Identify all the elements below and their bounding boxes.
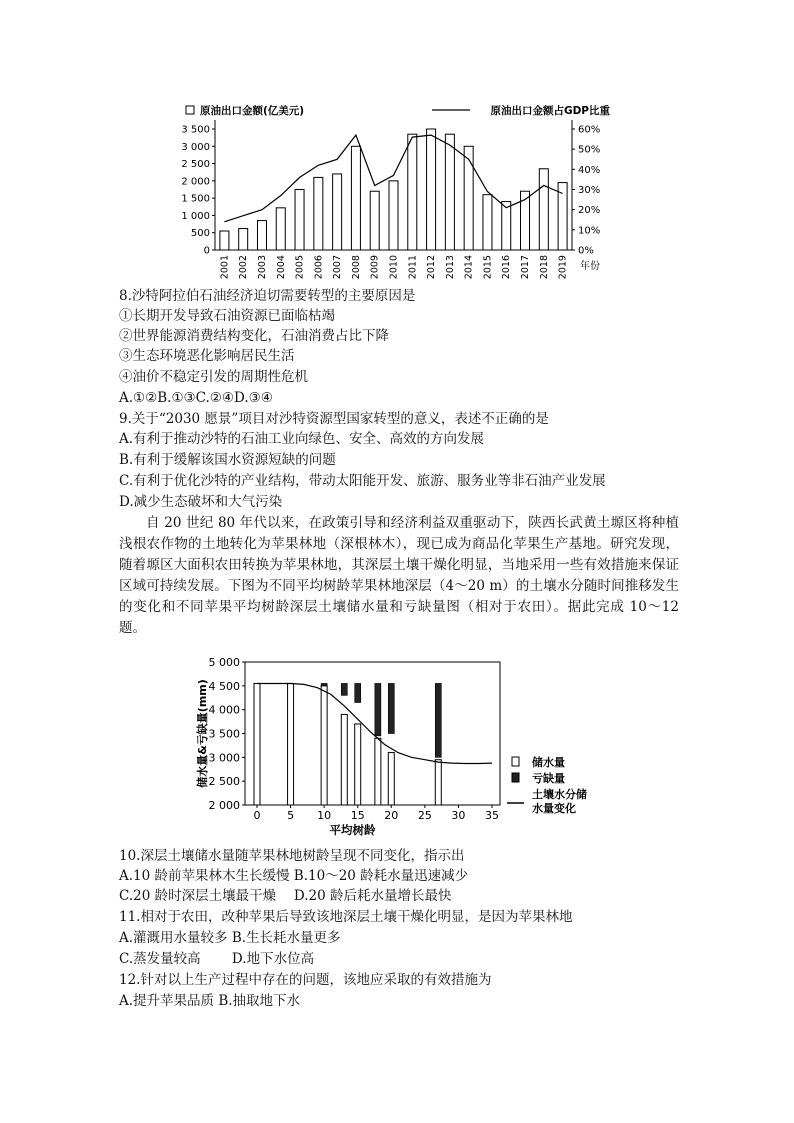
q9-option-c: C.有利于优化沙特的产业结构，带动太阳能开发、旅游、服务业等非石油产业发展 — [119, 473, 606, 489]
q10-stem: 10.深层土壤储水量随苹果林地树龄呈现不同变化，指示出 — [119, 848, 465, 864]
bar — [464, 146, 473, 250]
bar — [445, 134, 454, 250]
x-tick-label: 2007 — [332, 255, 344, 280]
storage-bar — [288, 683, 294, 805]
x-tick-label: 0 — [253, 809, 261, 822]
x-tick-label: 2018 — [538, 255, 550, 280]
deficit-bar — [375, 683, 381, 735]
right-tick-label: 20% — [578, 205, 601, 217]
q11-options-cd: C.蒸发量较高 D.地下水位高 — [119, 951, 315, 967]
q9-option-d: D.减少生态破坏和大气污染 — [119, 494, 283, 510]
legend-storage-label: 储水量 — [532, 756, 565, 769]
x-tick-label: 35 — [485, 809, 499, 822]
x-tick-label: 2005 — [294, 255, 306, 280]
left-tick-label: 1 500 — [181, 193, 210, 205]
x-tick-label: 2017 — [520, 255, 532, 280]
storage-bar — [355, 724, 361, 805]
y-tick-label: 2 000 — [208, 799, 240, 812]
x-tick-label: 2010 — [388, 255, 400, 280]
q11-stem: 11.相对于农田，改种苹果后导致该地深层土壤干燥化明显，是因为苹果林地 — [119, 909, 573, 925]
legend-deficit-label: 亏缺量 — [532, 772, 565, 785]
legend-curve-label-2: 水量变化 — [532, 802, 576, 815]
bar — [220, 231, 229, 250]
y-tick-label: 4 000 — [208, 703, 240, 717]
bar — [351, 146, 360, 250]
storage-bar — [341, 714, 347, 805]
x-tick-label: 2014 — [463, 255, 475, 280]
legend-bar-label: 原油出口金额(亿美元) — [200, 105, 305, 117]
q10-options-ab: A.10 龄前苹果林木生长缓慢 B.10～20 龄耗水量迅速减少 — [119, 868, 469, 884]
bar — [389, 181, 398, 250]
right-tick-label: 50% — [578, 144, 601, 156]
q9-stem: 9.关于“2030 愿景”项目对沙特资源型国家转型的意义，表述不正确的是 — [119, 411, 549, 427]
left-tick-label: 3 000 — [181, 141, 210, 153]
right-tick-label: 60% — [578, 124, 601, 136]
bar — [483, 195, 492, 250]
x-tick-label: 2001 — [219, 255, 231, 280]
deficit-bar — [388, 683, 394, 733]
legend-bar-swatch — [186, 106, 194, 114]
x-tick-label: 2011 — [407, 255, 419, 280]
bar — [314, 177, 323, 250]
x-tick-label: 5 — [287, 809, 295, 822]
left-tick-label: 3 500 — [181, 124, 210, 136]
bar — [539, 169, 548, 250]
y-tick-label: 2 500 — [208, 775, 240, 789]
q11-options-ab: A.灌溉用水量较多 B.生长耗水量更多 — [119, 930, 341, 946]
oil-export-chart — [170, 100, 620, 280]
bar — [408, 134, 417, 250]
storage-bar — [254, 683, 260, 805]
x-tick-label: 20 — [384, 809, 399, 822]
q8-stem: 8.沙特阿拉伯石油经济迫切需要转型的主要原因是 — [119, 288, 416, 304]
soil-water-chart — [190, 645, 620, 840]
q9-option-b: B.有利于缓解该国水资源短缺的问题 — [119, 452, 336, 468]
q8-statement-3: ③生态环境恶化影响居民生活 — [119, 348, 295, 364]
storage-bar — [321, 686, 327, 805]
x-tick-label: 30 — [451, 809, 466, 822]
reading-passage: 自 20 世纪 80 年代以来，在政策引导和经济利益双重驱动下，陕西长武黄土塬区将种植浅根农作物的土地转化为苹果林地（深根林木），现已成为商品化苹果生产基地。研究发现，随着塬区大面积农田转换为苹果林地，其深层土壤干燥化明显，当地采用一些有效措施来保证区域可持续发展。下图为不同平均树龄苹果林地深层（4～20 m）的土壤水分随时间推移发生的变化和不同苹果平均树龄深层土壤储水量和亏缺量图（相对于农田）。据此完成 10～12 题。 — [119, 515, 679, 636]
q8-statement-2: ②世界能源消费结构变化，石油消费占比下降 — [119, 328, 389, 344]
bar — [257, 221, 266, 250]
storage-bar — [388, 753, 394, 805]
q10-options-cd: C.20 龄时深层土壤最干燥 D.20 龄后耗水量增长最快 — [119, 888, 452, 904]
right-tick-label: 40% — [578, 164, 601, 176]
x-axis-label: 平均树龄 — [329, 823, 376, 837]
left-tick-label: 2 000 — [181, 176, 210, 188]
x-tick-label: 10 — [317, 809, 332, 822]
x-tick-label: 2008 — [350, 255, 362, 280]
q9-option-a: A.有利于推动沙特的石油工业向绿色、安全、高效的方向发展 — [119, 431, 485, 447]
storage-bar — [435, 760, 441, 805]
x-tick-label: 2019 — [557, 255, 569, 280]
x-tick-label: 25 — [417, 809, 432, 822]
y-tick-label: 3 000 — [208, 751, 240, 765]
x-tick-label: 2015 — [482, 255, 494, 280]
deficit-bar — [435, 683, 441, 757]
q8-statement-1: ①长期开发导致石油资源已面临枯竭 — [119, 308, 335, 324]
q12-options-ab: A.提升苹果品质 B.抽取地下水 — [119, 993, 301, 1009]
left-tick-label: 1 000 — [181, 210, 210, 222]
x-tick-label: 15 — [350, 809, 365, 822]
left-tick-label: 2 500 — [181, 159, 210, 171]
x-unit-label: 年份 — [580, 261, 600, 272]
legend-storage-swatch — [512, 757, 519, 766]
legend-curve-label-1: 土壤水分储 — [532, 788, 587, 801]
x-tick-label: 2012 — [426, 255, 438, 280]
bar — [502, 202, 511, 250]
q8-options: A.①②B.①③C.②④D.③④ — [119, 390, 273, 406]
bar — [427, 129, 436, 250]
x-tick-label: 2009 — [369, 255, 381, 280]
bar — [333, 174, 342, 250]
legend-line-label: 原油出口金额占GDP比重 — [490, 105, 610, 117]
deficit-bar — [321, 683, 327, 685]
right-tick-label: 10% — [578, 225, 601, 237]
deficit-bar — [355, 683, 361, 702]
bar — [295, 190, 304, 251]
x-tick-label: 2006 — [313, 255, 325, 280]
bar — [370, 191, 379, 250]
x-tick-label: 2002 — [238, 255, 250, 280]
right-tick-label: 30% — [578, 185, 601, 196]
right-tick-label: 0% — [578, 245, 594, 257]
left-tick-label: 0 — [203, 245, 210, 257]
q12-stem: 12.针对以上生产过程中存在的问题，该地应采取的有效措施为 — [119, 972, 492, 988]
q8-statement-4: ④油价不稳定引发的周期性危机 — [119, 369, 308, 385]
x-tick-label: 2016 — [501, 255, 513, 280]
legend-deficit-swatch — [512, 773, 519, 782]
storage-bar — [375, 738, 381, 805]
bar — [276, 208, 285, 250]
y-tick-label: 5 000 — [208, 656, 240, 669]
bar — [239, 229, 248, 250]
x-tick-label: 2013 — [444, 255, 456, 280]
x-tick-label: 2003 — [256, 255, 268, 280]
left-tick-label: 500 — [190, 228, 210, 240]
y-tick-label: 3 500 — [208, 727, 240, 741]
deficit-bar — [341, 683, 347, 695]
y-tick-label: 4 500 — [208, 679, 240, 693]
y-axis-label: 储水量&亏缺量(mm) — [196, 679, 209, 788]
x-tick-label: 2004 — [275, 255, 287, 280]
